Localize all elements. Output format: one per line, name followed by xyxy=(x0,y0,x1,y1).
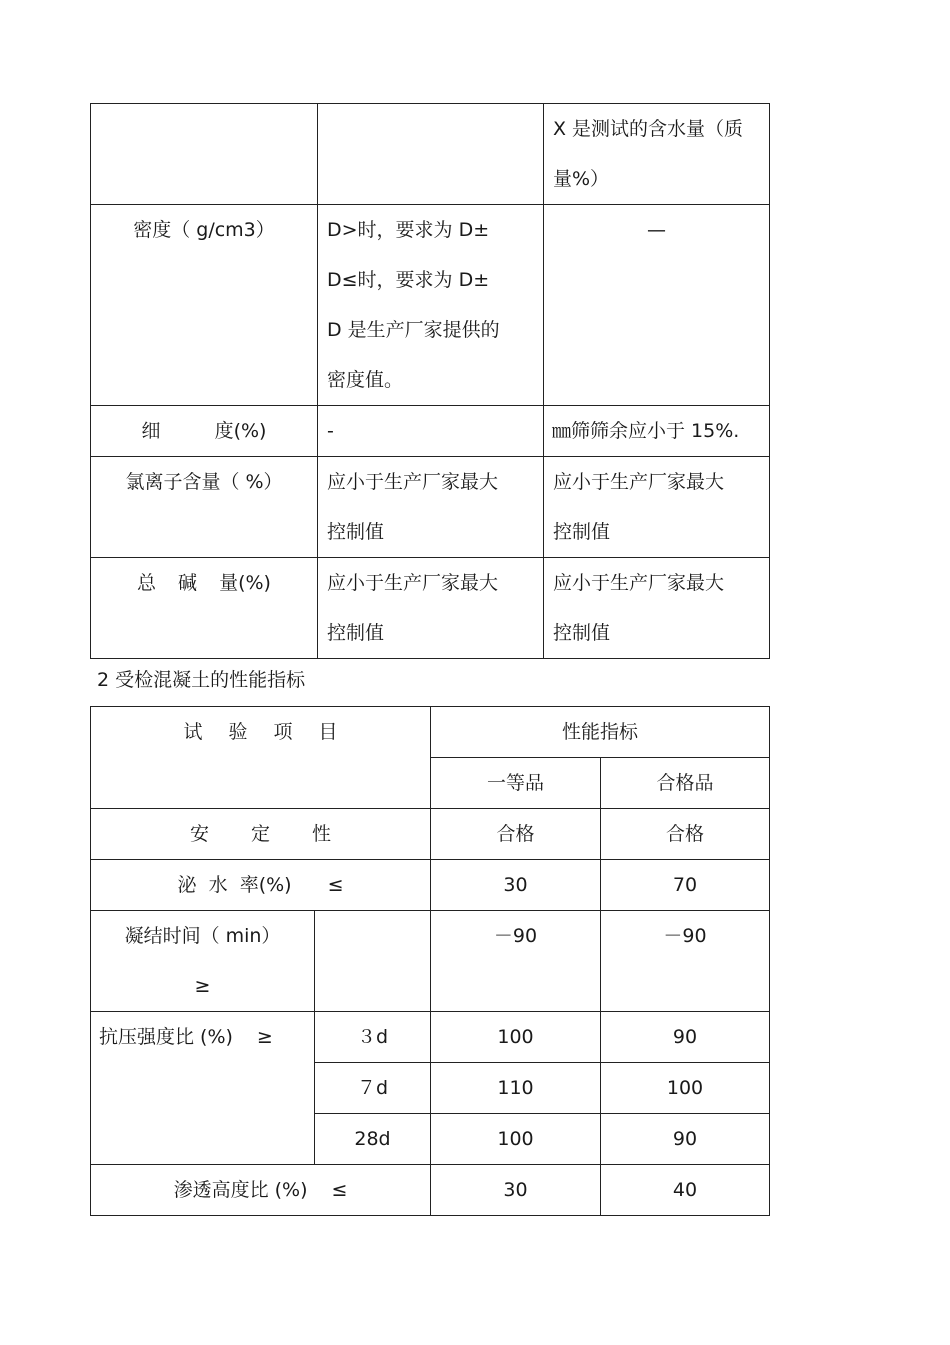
alkali-requirement xyxy=(318,558,544,659)
alkali-label xyxy=(91,558,318,659)
table-row xyxy=(91,1165,770,1216)
setting-time-label xyxy=(91,911,315,1012)
comparison-sign: ≥ xyxy=(256,1026,273,1048)
fineness-value: - xyxy=(318,406,544,457)
comparison-sign: ≤ xyxy=(327,874,344,896)
strength-28d-grade2: 90 xyxy=(601,1114,770,1165)
cell-text: 控制值 xyxy=(553,521,611,543)
header-performance: 性能指标 xyxy=(431,707,770,758)
cell-text: 应小于生产厂家最大 xyxy=(327,471,499,493)
table-row xyxy=(91,809,770,860)
label-part: 性 xyxy=(312,823,332,845)
cell-text: 密度值。 xyxy=(327,369,404,391)
cell xyxy=(91,104,318,205)
comparison-sign: ≤ xyxy=(331,1179,348,1201)
stability-grade2: 合格 xyxy=(601,809,770,860)
cell-text: D≤时，要求为 D± xyxy=(327,269,490,291)
age-7d: ７d xyxy=(315,1063,431,1114)
cell-text: 应小于生产厂家最大 xyxy=(553,572,725,594)
strength-3d-grade1: 100 xyxy=(431,1012,601,1063)
cell-text: 应小于生产厂家最大 xyxy=(553,471,725,493)
chloride-requirement-2 xyxy=(544,457,770,558)
label-part: 安 xyxy=(189,823,209,845)
cell-text: ≥ xyxy=(194,975,211,997)
header-grade-first: 一等品 xyxy=(431,758,601,809)
cell-text: D>时，要求为 D± xyxy=(327,219,490,241)
permeability-grade1: 30 xyxy=(431,1165,601,1216)
fineness-label xyxy=(91,406,318,457)
cell xyxy=(544,104,770,205)
table-row xyxy=(91,707,770,758)
label-part: 抗压强度比 (%) xyxy=(99,1026,233,1048)
label-part: 验 xyxy=(228,721,248,743)
table-row xyxy=(91,558,770,659)
density-other: — xyxy=(544,205,770,406)
stability-label xyxy=(91,809,431,860)
section-caption: 2 受检混凝土的性能指标 xyxy=(97,669,306,691)
admixture-table xyxy=(90,103,770,659)
alkali-requirement-2 xyxy=(544,558,770,659)
label-part: 渗透高度比 (%) xyxy=(173,1179,308,1201)
table-row xyxy=(91,406,770,457)
bleeding-grade2: 70 xyxy=(601,860,770,911)
cell-text: 应小于生产厂家最大 xyxy=(327,572,499,594)
label-part: 项 xyxy=(273,721,293,743)
strength-label xyxy=(91,1012,315,1165)
strength-28d-grade1: 100 xyxy=(431,1114,601,1165)
strength-3d-grade2: 90 xyxy=(601,1012,770,1063)
label-part: 率(%) xyxy=(239,874,292,896)
stability-grade1: 合格 xyxy=(431,809,601,860)
label-part: 泌 xyxy=(177,874,197,896)
cell-text: 控制值 xyxy=(553,622,611,644)
chloride-label: 氯离子含量（ %） xyxy=(91,457,318,558)
label-part: 量(%) xyxy=(219,572,271,594)
header-grade-qualified: 合格品 xyxy=(601,758,770,809)
cell-text: 量%） xyxy=(553,168,610,190)
strength-7d-grade2: 100 xyxy=(601,1063,770,1114)
table-row xyxy=(91,911,770,1012)
cell xyxy=(318,104,544,205)
table-row xyxy=(91,860,770,911)
label-part: 定 xyxy=(250,823,270,845)
header-test-item xyxy=(91,707,431,809)
density-requirement xyxy=(318,205,544,406)
cell-text: X 是测试的含水量（质 xyxy=(553,118,744,140)
label-part: 水 xyxy=(208,874,228,896)
setting-grade1: －90 xyxy=(431,911,601,1012)
label-part: 细 xyxy=(141,420,161,442)
label-part: 总 xyxy=(137,572,157,594)
concrete-performance-table xyxy=(90,706,770,1216)
label-part: 度(%) xyxy=(214,420,267,442)
chloride-requirement xyxy=(318,457,544,558)
bleeding-grade1: 30 xyxy=(431,860,601,911)
table-row xyxy=(91,205,770,406)
label-part: 碱 xyxy=(178,572,198,594)
bleeding-label xyxy=(91,860,431,911)
cell-text: 控制值 xyxy=(327,521,385,543)
table-row xyxy=(91,1012,770,1063)
table-row xyxy=(91,104,770,205)
cell xyxy=(315,911,431,1012)
cell-text: D 是生产厂家提供的 xyxy=(327,319,500,341)
label-part: 试 xyxy=(183,721,203,743)
cell-text: 凝结时间（ min） xyxy=(124,925,281,947)
label-part: 目 xyxy=(318,721,338,743)
age-3d: ３d xyxy=(315,1012,431,1063)
cell-text: 控制值 xyxy=(327,622,385,644)
age-28d: 28d xyxy=(315,1114,431,1165)
setting-grade2: －90 xyxy=(601,911,770,1012)
table-row xyxy=(91,457,770,558)
density-label: 密度（ g/cm3） xyxy=(91,205,318,406)
permeability-label xyxy=(91,1165,431,1216)
permeability-grade2: 40 xyxy=(601,1165,770,1216)
strength-7d-grade1: 110 xyxy=(431,1063,601,1114)
fineness-requirement: ㎜筛筛余应小于 15%. xyxy=(544,406,770,457)
